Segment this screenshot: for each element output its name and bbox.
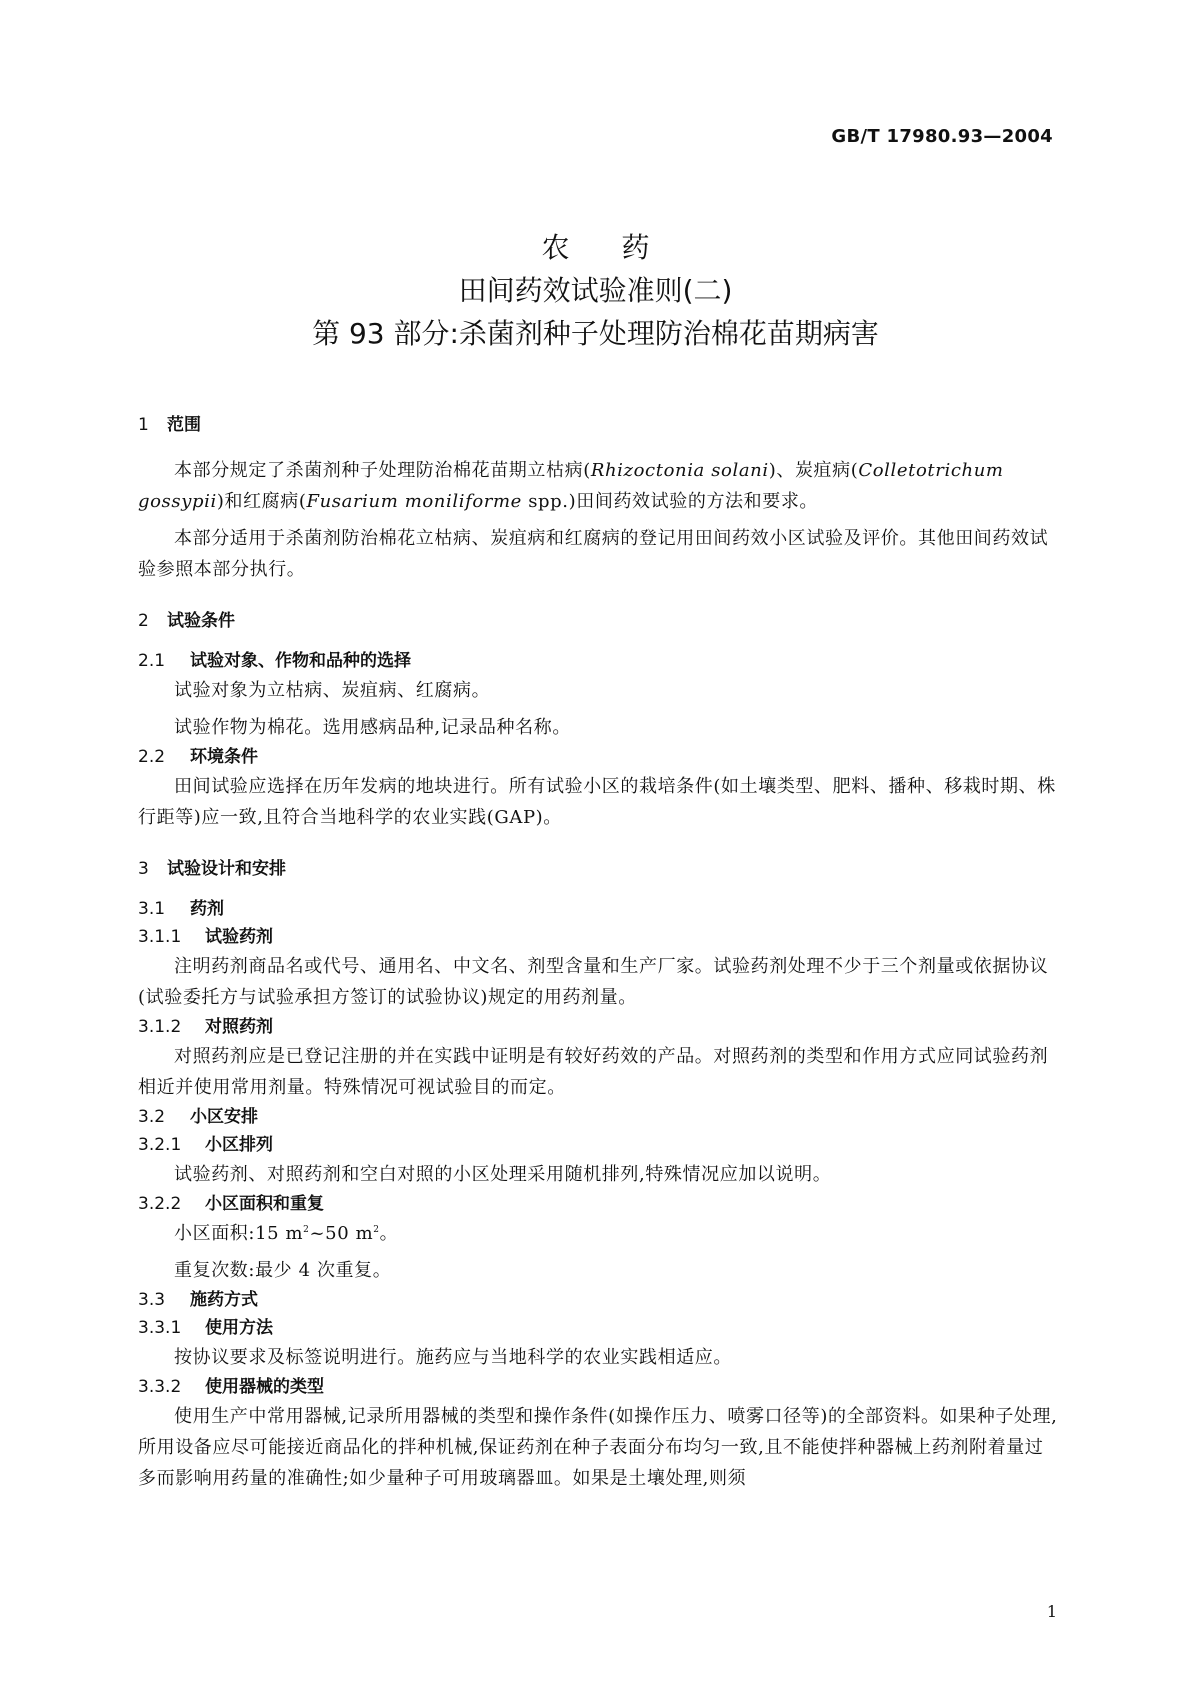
- page-number: 1: [1046, 1602, 1057, 1621]
- section-3-3-2-paragraph-1: 使用生产中常用器械,记录所用器械的类型和操作条件(如操作压力、喷雾口径等)的全部资料。如果种子处理,所用设备应尽可能接近商品化的拌种机械,保证药剂在种子表面分布均匀一致,且不能使拌种器械上药剂附着量过多而影响用药量的准确性;如少量种子可用玻璃器皿。如果是土壤处理,则须: [138, 1406, 1058, 1489]
- section-3-2-heading: [138, 1103, 1062, 1131]
- text-run: spp.)田间药效试验的方法和要求。: [521, 491, 819, 512]
- section-3-1-1-heading: [138, 923, 1062, 951]
- section-number: 2.2: [138, 747, 166, 767]
- section-title: 小区面积和重复: [205, 1194, 324, 1214]
- section-3-heading: [138, 855, 1062, 883]
- section-3-3-heading: [138, 1286, 1062, 1314]
- section-2-2-paragraph-1: 田间试验应选择在历年发病的地块进行。所有试验小区的栽培条件(如土壤类型、肥料、播种、移栽时期、株行距等)应一致,且符合当地科学的农业实践(GAP)。: [138, 776, 1056, 828]
- section-number: 3.2.2: [138, 1194, 182, 1214]
- section-title: 试验对象、作物和品种的选择: [190, 651, 411, 671]
- section-number: 3.1.2: [138, 1017, 182, 1037]
- section-title: 范围: [167, 415, 201, 435]
- section-2-1-paragraph-1: 试验对象为立枯病、炭疽病、红腐病。: [174, 680, 491, 701]
- latin-name: Colletotrichum gossypii: [138, 460, 1004, 512]
- section-3-3-2-heading: [138, 1373, 1062, 1401]
- text-run: 本部分规定了杀菌剂种子处理防治棉花苗期立枯病(: [174, 460, 591, 481]
- section-number: 3.2: [138, 1107, 166, 1127]
- section-number: 3.1.1: [138, 927, 182, 947]
- latin-name: Fusarium moniliforme: [306, 491, 522, 512]
- section-title: 施药方式: [190, 1290, 258, 1310]
- section-title: 使用方法: [205, 1318, 273, 1338]
- section-2-1-paragraph-2: 试验作物为棉花。选用感病品种,记录品种名称。: [174, 717, 571, 738]
- section-title: 试验条件: [167, 611, 235, 631]
- section-number: 3.3.1: [138, 1318, 182, 1338]
- document-body: [138, 411, 1062, 1494]
- text-run: 小区面积:15 m: [174, 1223, 304, 1244]
- section-3-2-2-heading: [138, 1190, 1062, 1218]
- section-1-heading: [138, 411, 1062, 439]
- section-number: 3.2.1: [138, 1135, 182, 1155]
- text-run: )、炭疽病(: [768, 460, 859, 481]
- section-title: 对照药剂: [205, 1017, 273, 1037]
- section-3-2-1-heading: [138, 1131, 1062, 1159]
- section-title: 小区安排: [190, 1107, 258, 1127]
- section-title: 小区排列: [205, 1135, 273, 1155]
- text-run: 。: [379, 1223, 399, 1244]
- section-3-1-heading: [138, 895, 1062, 923]
- section-3-2-1-paragraph-1: 试验药剂、对照药剂和空白对照的小区处理采用随机排列,特殊情况应加以说明。: [174, 1164, 832, 1185]
- section-3-2-2-paragraph-2: 重复次数:最少 4 次重复。: [174, 1260, 392, 1281]
- section-3-2-2-paragraph-1: [138, 1218, 1062, 1249]
- section-number: 2: [138, 611, 149, 631]
- section-title: 环境条件: [190, 747, 258, 767]
- section-number: 3.1: [138, 899, 166, 919]
- section-3-1-2-paragraph-1: 对照药剂应是已登记注册的并在实践中证明是有较好药效的产品。对照药剂的类型和作用方式应同试验药剂相近并使用常用剂量。特殊情况可视试验目的而定。: [138, 1046, 1049, 1098]
- title-block: [0, 226, 1191, 355]
- section-3-3-1-heading: [138, 1314, 1062, 1342]
- section-title: 试验药剂: [205, 927, 273, 947]
- section-number: 3.3: [138, 1290, 166, 1310]
- section-title: 使用器械的类型: [205, 1377, 324, 1397]
- text-run: ~50 m: [309, 1223, 374, 1244]
- section-1-paragraph-2: 本部分适用于杀菌剂防治棉花立枯病、炭疽病和红腐病的登记用田间药效小区试验及评价。其他田间药效试验参照本部分执行。: [138, 528, 1049, 580]
- title-subtitle: 田间药效试验准则(二): [458, 274, 733, 307]
- superscript: 2: [303, 1225, 310, 1235]
- section-number: 1: [138, 415, 149, 435]
- superscript: 2: [373, 1225, 380, 1235]
- latin-name: Rhizoctonia solani: [590, 460, 769, 481]
- section-3-3-1-paragraph-1: 按协议要求及标签说明进行。施药应与当地科学的农业实践相适应。: [174, 1347, 732, 1368]
- section-2-1-heading: [138, 647, 1062, 675]
- section-3-1-1-paragraph-1: 注明药剂商品名或代号、通用名、中文名、剂型含量和生产厂家。试验药剂处理不少于三个剂量或依据协议(试验委托方与试验承担方签订的试验协议)规定的用药剂量。: [138, 956, 1049, 1008]
- text-run: )和红腐病(: [216, 491, 307, 512]
- standard-code: GB/T 17980.93—2004: [831, 126, 1053, 147]
- section-number: 3.3.2: [138, 1377, 182, 1397]
- section-number: 3: [138, 859, 149, 879]
- title-main: 农药: [541, 231, 702, 264]
- section-2-heading: [138, 607, 1062, 635]
- section-title: 试验设计和安排: [167, 859, 286, 879]
- section-1-paragraph-1: [138, 455, 1062, 517]
- section-2-2-heading: [138, 743, 1062, 771]
- title-part: 第 93 部分:杀菌剂种子处理防治棉花苗期病害: [312, 317, 879, 350]
- section-number: 2.1: [138, 651, 166, 671]
- section-title: 药剂: [190, 899, 224, 919]
- section-3-1-2-heading: [138, 1013, 1062, 1041]
